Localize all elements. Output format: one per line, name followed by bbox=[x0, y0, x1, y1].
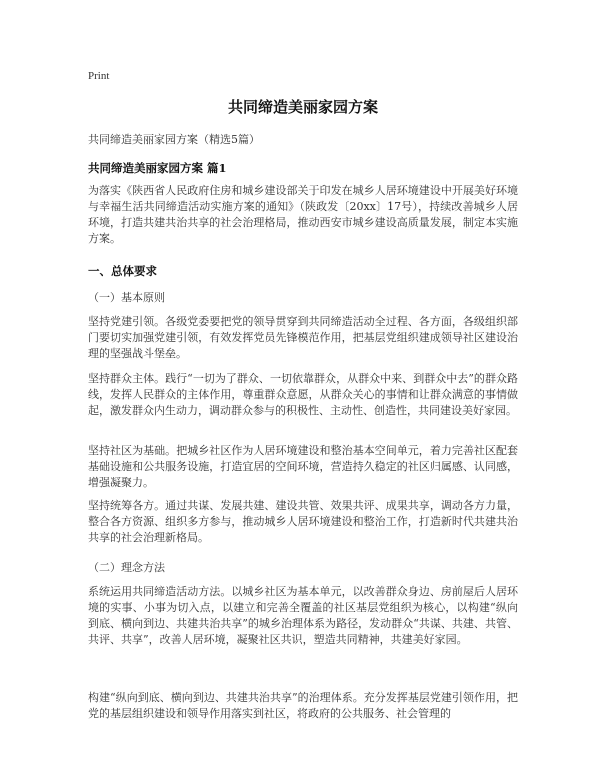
sub-heading-concept-method: （二）理念方法 bbox=[88, 561, 165, 574]
paragraph-coordination: 坚持统筹各方。通过共谋、发展共建、建设共管、效果共评、成果共享，调动各方力量，整合各方资源、组织多方参与，推动城乡人居环境建设和整治工作，打造新时代共建共治共享的社会治理新格局。 bbox=[88, 499, 518, 544]
article-heading: 共同缔造美丽家园方案 篇1 bbox=[88, 161, 227, 175]
sub-heading-basic-principles: （一）基本原则 bbox=[88, 291, 165, 304]
page-title: 共同缔造美丽家园方案 bbox=[227, 98, 378, 116]
paragraph-mass-subject: 坚持群众主体。践行“一切为了群众、一切依靠群众，从群众中来、到群众中去”的群众路线，发挥人民群众的主体作用，尊重群众意愿，从群众关心的事情和让群众满意的事情做起，激发群众内生动力，调动群众参与的积极性、主动性、创造性，共同建设美好家园。 bbox=[88, 372, 518, 417]
print-link[interactable]: Print bbox=[88, 70, 110, 82]
intro-paragraph: 为落实《陕西省人民政府住房和城乡建设部关于印发在城乡人居环境建设中开展美好环境与幸福生活共同缔造活动实施方案的通知》（陕政发〔20xx〕17号），持续改善城乡人居环境，打造共建共治共享的社会治理格局，推动西安市城乡建设高质量发展，制定本实施方案。 bbox=[88, 184, 518, 245]
paragraph-party-leadership: 坚持党建引领。各级党委要把党的领导贯穿到共同缔造活动全过程、各方面，各级组织部门要切实加强党建引领，有效发挥党员先锋模范作用，把基层党组织建成领导社区建设治理的坚强战斗堡垒。 bbox=[88, 315, 518, 360]
section-heading-general-requirements: 一、总体要求 bbox=[88, 264, 157, 278]
paragraph-governance-system: 构建“纵向到底、横向到边、共建共治共享”的治理体系。充分发挥基层党建引领作用，把党的基层组织建设和领导作用落实到社区，将政府的公共服务、社会管理的 bbox=[88, 691, 518, 720]
paragraph-community-basis: 坚持社区为基础。把城乡社区作为人居环境建设和整治基本空间单元，着力完善社区配套基础设施和公共服务设施，打造宜居的空间环境，营造持久稳定的社区归属感、认同感，增强凝聚力。 bbox=[88, 444, 518, 489]
paragraph-activity-method: 系统运用共同缔造活动方法。以城乡社区为基本单元，以改善群众身边、房前屋后人居环境的实事、小事为切入点，以建立和完善全覆盖的社区基层党组织为核心，以构建“纵向到底、横向到边、共建共治共享”的城乡治理体系为路径，发动群众“共谋、共建、共管、共评、共享”，改善人居环境，凝聚社区共识，塑造共同精神，共建美好家园。 bbox=[88, 585, 518, 646]
document-subtitle: 共同缔造美丽家园方案（精选5篇） bbox=[88, 133, 260, 146]
